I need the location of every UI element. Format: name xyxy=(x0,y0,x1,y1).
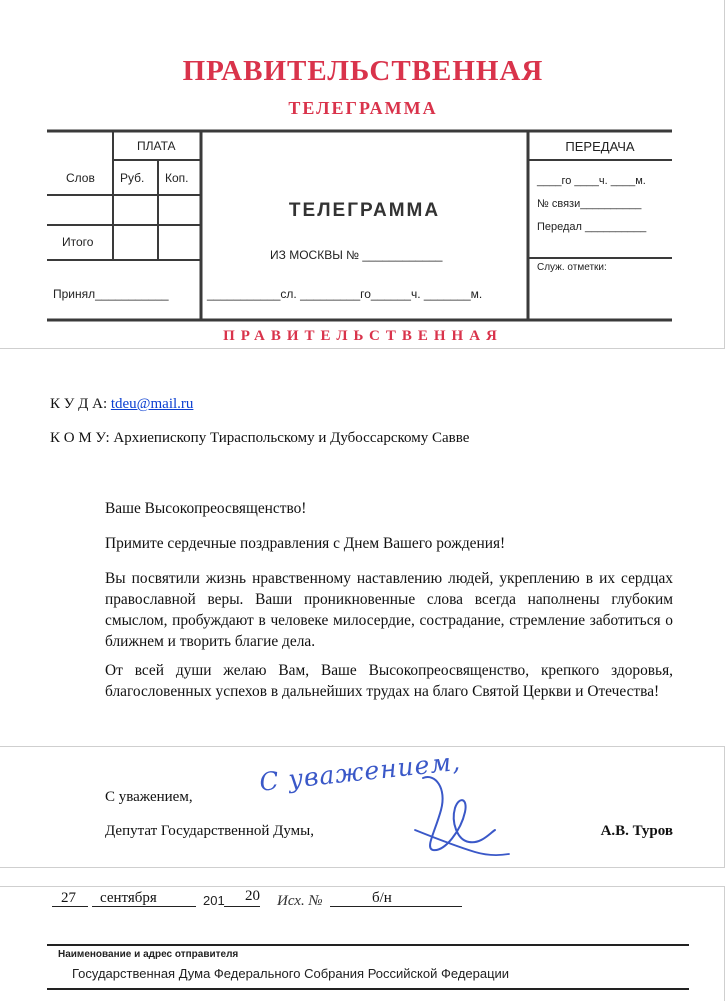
kuda-email-link[interactable]: tdeu@mail.ru xyxy=(110,396,194,412)
footer-year-line xyxy=(224,906,260,907)
form-peredacha: ПЕРЕДАЧА xyxy=(565,139,635,154)
form-go-line: ____го ____ч. ____м. xyxy=(537,175,646,187)
kuda-label: К У Д А: xyxy=(50,396,108,412)
letter-closing: С уважением, xyxy=(105,789,193,805)
form-plata: ПЛАТА xyxy=(137,139,176,153)
sender-header: Наименование и адрес отправителя xyxy=(58,949,239,960)
footer-iskh: Исх. № xyxy=(277,893,323,909)
letter-paragraph-2: Вы посвятили жизнь нравственному наставлению людей, укреплению в их сердцах православной веры. Ваши проникновенные слова всегда наполнены глубоким смыслом, пробуждают в человеке милосердие, сострадание, стремление заботиться о ближнем и творить благие дела. xyxy=(105,570,673,650)
letter-greeting: Ваше Высокопреосвященство! xyxy=(105,500,307,517)
signature-scribble xyxy=(405,768,515,863)
form-svyazi: № связи__________ xyxy=(537,198,642,210)
form-center-date: ___________сл. _________го______ч. _______м. xyxy=(207,287,483,301)
footer-day: 27 xyxy=(61,890,76,906)
address-komu xyxy=(50,428,469,448)
letter-position: Депутат Государственной Думы, xyxy=(105,823,314,839)
header-title: ПРАВИТЕЛЬСТВЕННАЯ xyxy=(182,55,544,87)
letter-paragraph-3: От всей души желаю Вам, Ваше Высокопреосвященство, крепкого здоровья, благословенных успехов в дальнейших трудах на благо Святой Церкви и Отечества! xyxy=(105,662,673,700)
form-center-title: ТЕЛЕГРАММА xyxy=(288,200,441,221)
footer-rule-top xyxy=(47,944,689,946)
form-iz-moskvy: ИЗ МОСКВЫ № ____________ xyxy=(270,248,443,262)
footer-year-suffix: 20 xyxy=(245,888,260,904)
footer-number: б/н xyxy=(372,890,392,906)
form-slov: Слов xyxy=(66,171,95,185)
sender-name: Государственная Дума Федерального Собрания Российской Федерации xyxy=(72,966,510,981)
footer-month: сентября xyxy=(100,890,157,906)
form-itogo: Итого xyxy=(62,235,94,249)
footer-number-line xyxy=(330,906,462,907)
komu-label: К О М У: xyxy=(50,430,110,446)
footer-year-prefix: 201 xyxy=(203,893,225,908)
form-sluzh: Служ. отметки: xyxy=(537,262,607,273)
form-kop: Коп. xyxy=(165,171,189,185)
header-subtitle: ТЕЛЕГРАММА xyxy=(288,98,438,118)
footer-rule-bottom xyxy=(47,988,689,990)
komu-value: Архиепископу Тираспольскому и Дубоссарскому Савве xyxy=(113,430,470,446)
letter-signer-name: А.В. Туров xyxy=(600,823,673,839)
form-prinyal: Принял___________ xyxy=(53,287,169,301)
header-bottom: ПРАВИТЕЛЬСТВЕННАЯ xyxy=(223,328,503,344)
handwritten-closing: С уважением, xyxy=(258,746,463,797)
letter-paragraph-1: Примите сердечные поздравления с Днем Вашего рождения! xyxy=(105,535,506,552)
form-peredal: Передал __________ xyxy=(537,221,647,233)
form-rub: Руб. xyxy=(120,171,145,185)
address-kuda xyxy=(50,394,193,414)
